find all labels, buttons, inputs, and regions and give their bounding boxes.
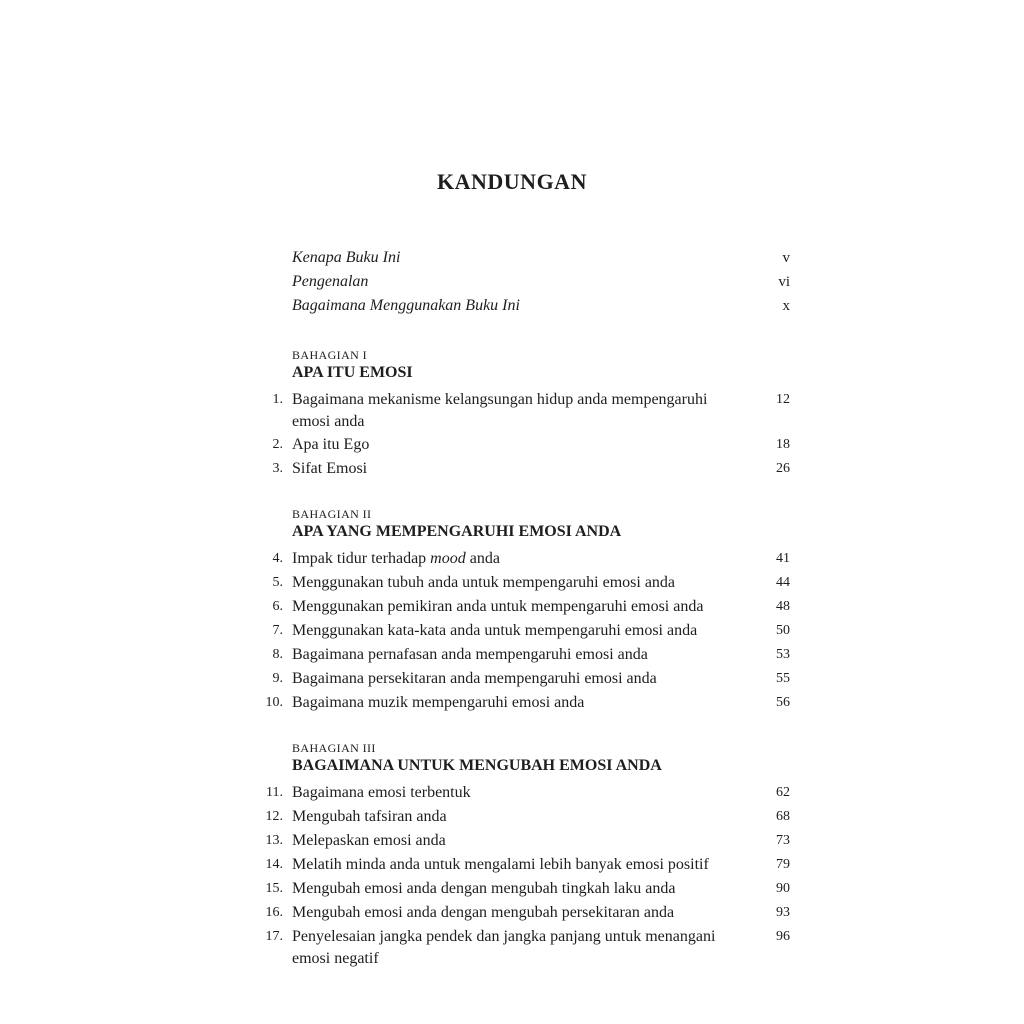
chapter-number: 6.: [272, 599, 283, 614]
toc-entry-page: 26: [776, 461, 790, 476]
section-header: [292, 507, 790, 543]
toc-entry-page: 68: [776, 809, 790, 824]
chapter-number: 10.: [265, 695, 283, 710]
chapter-number: 16.: [265, 905, 283, 920]
toc-entry[interactable]: [255, 595, 790, 619]
chapter-number: 1.: [272, 392, 283, 407]
chapter-number: 13.: [265, 833, 283, 848]
toc-entry-page: 79: [776, 857, 790, 872]
chapter-number: 14.: [265, 857, 283, 872]
chapter-number: 7.: [272, 623, 283, 638]
toc-entry-page: 18: [776, 437, 790, 452]
toc-entry-title: Sifat Emosi: [292, 460, 368, 477]
section-label: BAHAGIAN I: [292, 348, 367, 362]
toc-entry-page: 56: [776, 695, 790, 710]
toc-entry-title: Impak tidur terhadap mood anda: [292, 550, 500, 567]
toc-entry-title: Mengubah emosi anda dengan mengubah tingkah laku anda: [292, 880, 676, 897]
toc-entry-title: Menggunakan pemikiran anda untuk mempengaruhi emosi anda: [292, 598, 704, 615]
toc-entry-title: Menggunakan kata-kata anda untuk mempengaruhi emosi anda: [292, 622, 698, 639]
chapter-number: 15.: [265, 881, 283, 896]
section-label: BAHAGIAN III: [292, 741, 376, 755]
section-header: [292, 741, 790, 777]
toc-entry[interactable]: [255, 388, 790, 433]
toc-entry-front[interactable]: [255, 270, 790, 294]
toc-entry-page: 55: [776, 671, 790, 686]
chapter-number: 5.: [272, 575, 283, 590]
page-title: KANDUNGAN: [437, 168, 587, 194]
toc-entry-title: Penyelesaian jangka pendek dan jangka panjang untuk menangani emosi negatif: [292, 928, 716, 967]
toc-entry[interactable]: [255, 571, 790, 595]
toc-entry-title: Kenapa Buku Ini: [292, 249, 401, 266]
chapter-number: 11.: [266, 785, 283, 800]
toc-entry[interactable]: [255, 667, 790, 691]
toc-entry[interactable]: [255, 691, 790, 715]
toc-entry-page: 53: [776, 647, 790, 662]
chapter-number: 2.: [272, 437, 283, 452]
section-heading: APA ITU EMOSI: [292, 364, 413, 381]
toc-entry-title: Bagaimana mekanisme kelangsungan hidup anda mempengaruhi emosi anda: [292, 391, 708, 430]
toc-entry[interactable]: [255, 925, 790, 970]
toc-entry[interactable]: [255, 643, 790, 667]
toc-entry-title: Melatih minda anda untuk mengalami lebih banyak emosi positif: [292, 856, 709, 873]
toc-entry-page: v: [782, 250, 790, 266]
chapter-number: 4.: [272, 551, 283, 566]
table-of-contents: [255, 246, 790, 970]
toc-entry[interactable]: [255, 829, 790, 853]
toc-entry[interactable]: [255, 433, 790, 457]
toc-entry-page: vi: [778, 274, 790, 290]
chapter-number: 9.: [272, 671, 283, 686]
toc-entry-title: Pengenalan: [292, 273, 369, 290]
chapter-number: 3.: [272, 461, 283, 476]
toc-entry-title: Bagaimana emosi terbentuk: [292, 784, 471, 801]
toc-entry-title: Apa itu Ego: [292, 436, 370, 453]
toc-entry-front[interactable]: [255, 294, 790, 318]
toc-entry-page: 12: [776, 392, 790, 407]
toc-entry-page: 44: [776, 575, 790, 590]
chapter-number: 17.: [265, 929, 283, 944]
section-heading: APA YANG MEMPENGARUHI EMOSI ANDA: [292, 523, 622, 540]
toc-entry[interactable]: [255, 853, 790, 877]
toc-entry[interactable]: [255, 781, 790, 805]
toc-entry-page: 90: [776, 881, 790, 896]
chapter-number: 12.: [265, 809, 283, 824]
toc-entry-title: Bagaimana pernafasan anda mempengaruhi emosi anda: [292, 646, 648, 663]
toc-entry-title: Bagaimana Menggunakan Buku Ini: [292, 297, 520, 314]
toc-entry-title: Melepaskan emosi anda: [292, 832, 446, 849]
section-header: [292, 348, 790, 384]
toc-entry-page: 62: [776, 785, 790, 800]
section-label: BAHAGIAN II: [292, 507, 372, 521]
toc-entry[interactable]: [255, 547, 790, 571]
toc-entry-page: x: [782, 298, 790, 314]
section-heading: BAGAIMANA UNTUK MENGUBAH EMOSI ANDA: [292, 757, 662, 774]
toc-entry-page: 41: [776, 551, 790, 566]
italic-term: mood: [430, 550, 466, 567]
toc-entry[interactable]: [255, 619, 790, 643]
toc-entry[interactable]: [255, 457, 790, 481]
toc-entry-page: 96: [776, 929, 790, 944]
toc-entry-title: Menggunakan tubuh anda untuk mempengaruhi emosi anda: [292, 574, 676, 591]
toc-entry[interactable]: [255, 805, 790, 829]
toc-entry-title: Bagaimana persekitaran anda mempengaruhi emosi anda: [292, 670, 657, 687]
chapter-number: 8.: [272, 647, 283, 662]
toc-entry-page: 93: [776, 905, 790, 920]
toc-entry-title: Mengubah tafsiran anda: [292, 808, 447, 825]
toc-entry[interactable]: [255, 877, 790, 901]
toc-entry[interactable]: [255, 901, 790, 925]
toc-entry-title: Mengubah emosi anda dengan mengubah persekitaran anda: [292, 904, 675, 921]
toc-entry-page: 50: [776, 623, 790, 638]
toc-entry-page: 48: [776, 599, 790, 614]
toc-entry-front[interactable]: [255, 246, 790, 270]
toc-entry-page: 73: [776, 833, 790, 848]
toc-entry-title: Bagaimana muzik mempengaruhi emosi anda: [292, 694, 585, 711]
